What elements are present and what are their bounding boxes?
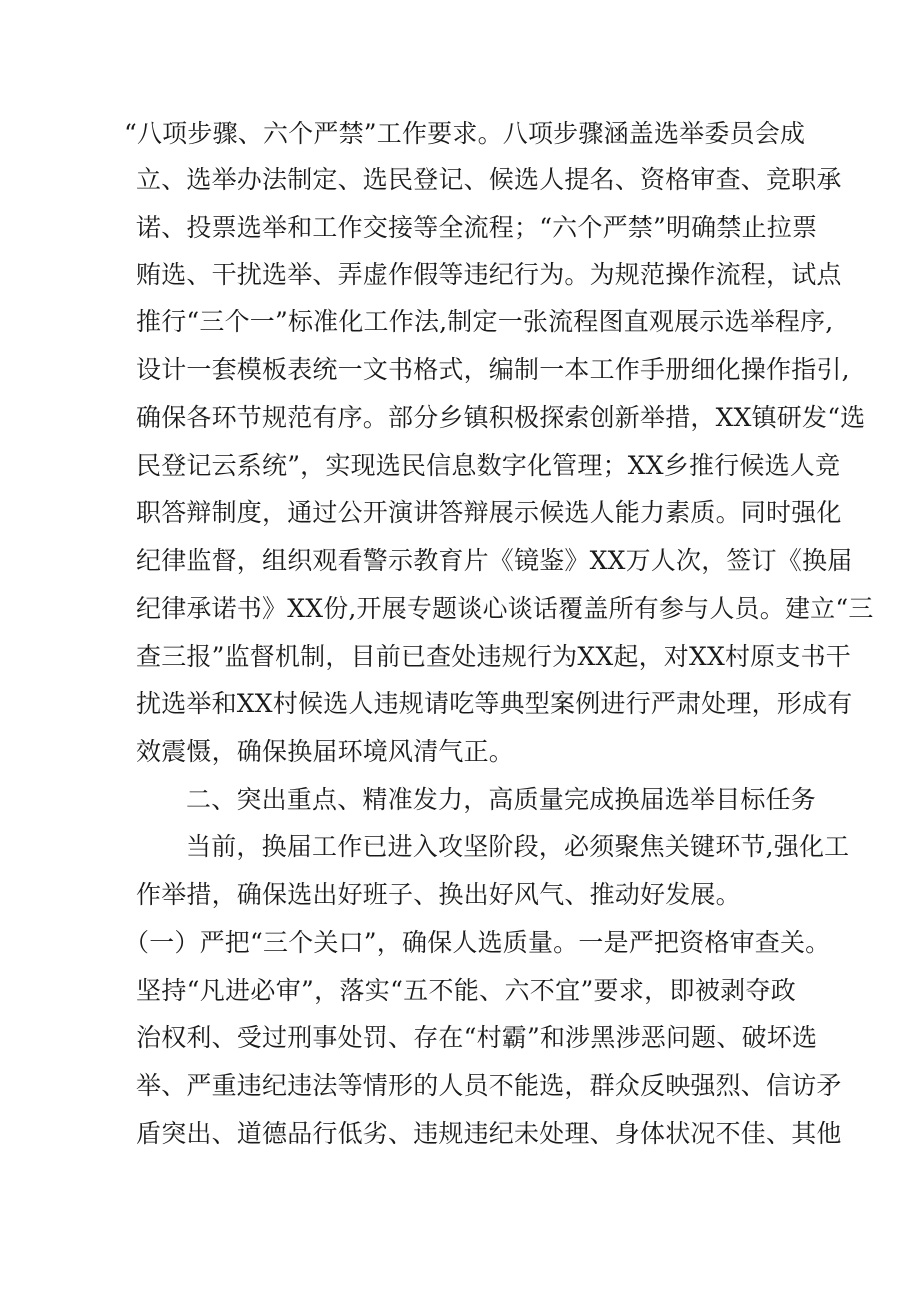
- text-line: 当前，换届工作已进入攻坚阶段，必须聚焦关键环节,强化工: [186, 832, 850, 861]
- text-line: 贿选、干扰选举、弄虚作假等违纪行为。为规范操作流程，试点: [136, 260, 842, 289]
- text-line: 诺、投票选举和工作交接等全流程；“六个严禁”明确禁止拉票: [136, 213, 818, 242]
- text-line: 扰选举和XX村候选人违规请吃等典型案例进行严肃处理，形成有: [136, 689, 853, 718]
- text-line: 立、选举办法制定、选民登记、候选人提名、资格审查、竞职承: [136, 165, 842, 194]
- text-line: 推行“三个一”标准化工作法,制定一张流程图直观展示选举程序,: [136, 307, 834, 336]
- text-line: 纪律承诺书》XX份,开展专题谈心谈话覆盖所有参与人员。建立“三: [136, 594, 874, 623]
- text-line: 纪律监督，组织观看警示教育片《镜鉴》XX万人次，签订《换届: [136, 546, 853, 575]
- section-heading: 二、突出重点、精准发力，高质量完成换届选举目标任务: [186, 785, 817, 814]
- text-line: 作举措，确保选出好班子、换出好风气、推动好发展。: [136, 880, 741, 909]
- text-line: 治权利、受过刑事处罚、存在“村霸”和涉黑涉恶问题、破坏选: [136, 1023, 818, 1052]
- text-line: “八项步骤、六个严禁”工作要求。八项步骤涵盖选举委员会成: [124, 119, 806, 148]
- text-line: 坚持“凡进必审”，落实“五不能、六不宜”要求，即被剥夺政: [136, 976, 796, 1005]
- text-line: （一）严把“三个关口”，确保人选质量。一是严把资格审查关。: [124, 928, 831, 957]
- text-line: 民登记云系统”，实现选民信息数字化管理；XX乡推行候选人竞: [136, 451, 841, 480]
- text-line: 盾突出、道德品行低劣、违规违纪未处理、身体状况不佳、其他: [136, 1119, 842, 1148]
- text-line: 设计一套模板表统一文书格式，编制一本工作手册细化操作指引,: [136, 355, 850, 384]
- text-line: 效震慑，确保换届环境风清气正。: [136, 737, 515, 766]
- text-line: 确保各环节规范有序。部分乡镇积极探索创新举措，XX镇研发“选: [136, 403, 866, 432]
- text-line: 举、严重违纪违法等情形的人员不能选，群众反映强烈、信访矛: [136, 1071, 842, 1100]
- text-line: 职答辩制度，通过公开演讲答辩展示候选人能力素质。同时强化: [136, 498, 842, 527]
- text-line: 查三报”监督机制，目前已查处违规行为XX起，对XX村原支书干: [136, 642, 851, 671]
